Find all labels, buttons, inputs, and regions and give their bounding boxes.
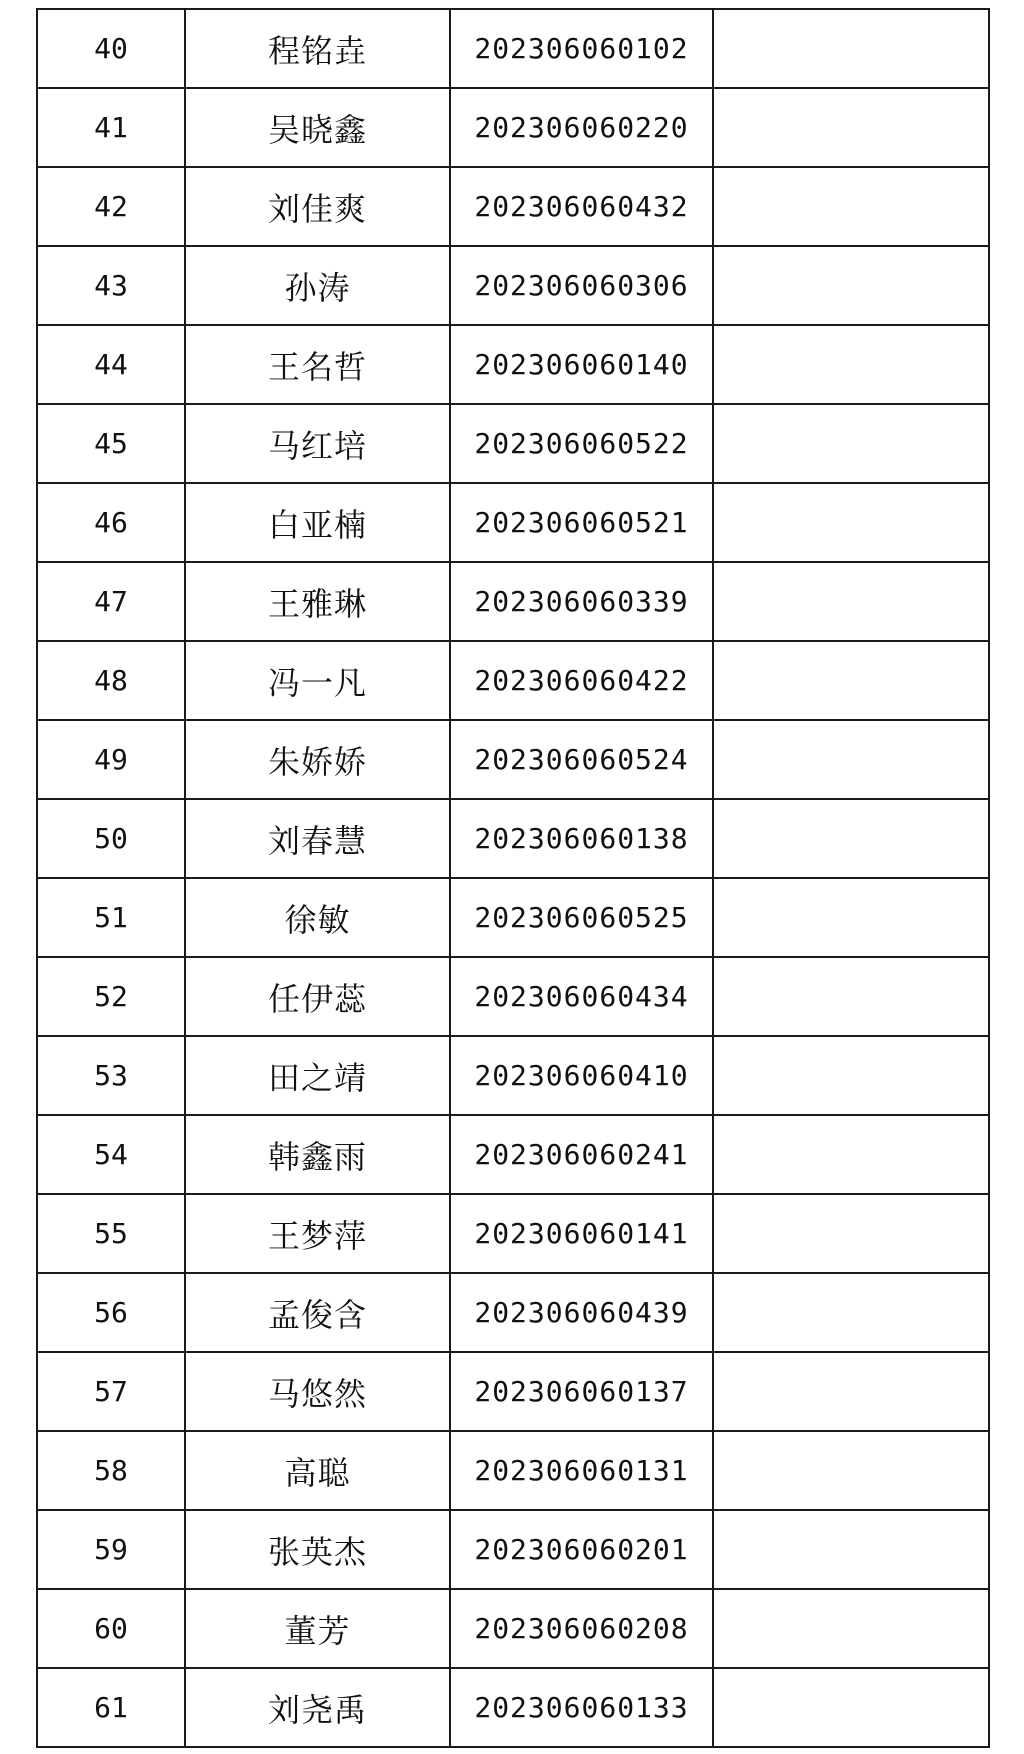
student-name: 孙涛 xyxy=(185,246,450,325)
student-name: 王雅琳 xyxy=(185,562,450,641)
table-row xyxy=(37,878,989,957)
student-name: 刘春慧 xyxy=(185,799,450,878)
roster-sheet xyxy=(36,8,988,1743)
row-number: 57 xyxy=(37,1352,185,1431)
table-row xyxy=(37,1273,989,1352)
row-number: 54 xyxy=(37,1115,185,1194)
table-row xyxy=(37,641,989,720)
row-number: 52 xyxy=(37,957,185,1036)
table-row xyxy=(37,483,989,562)
student-name: 吴晓鑫 xyxy=(185,88,450,167)
row-number: 46 xyxy=(37,483,185,562)
remarks-cell xyxy=(713,720,989,799)
student-id: 202306060201 xyxy=(450,1510,713,1589)
remarks-cell xyxy=(713,562,989,641)
table-row xyxy=(37,167,989,246)
student-id: 202306060524 xyxy=(450,720,713,799)
student-name: 孟俊含 xyxy=(185,1273,450,1352)
table-row xyxy=(37,1431,989,1510)
table-row xyxy=(37,325,989,404)
student-name: 韩鑫雨 xyxy=(185,1115,450,1194)
table-row xyxy=(37,799,989,878)
student-roster-table xyxy=(36,8,990,1748)
row-number: 48 xyxy=(37,641,185,720)
student-id: 202306060434 xyxy=(450,957,713,1036)
row-number: 53 xyxy=(37,1036,185,1115)
table-row xyxy=(37,1589,989,1668)
row-number: 44 xyxy=(37,325,185,404)
remarks-cell xyxy=(713,1510,989,1589)
student-name: 刘尧禹 xyxy=(185,1668,450,1747)
remarks-cell xyxy=(713,1431,989,1510)
table-row xyxy=(37,1115,989,1194)
row-number: 60 xyxy=(37,1589,185,1668)
student-id: 202306060241 xyxy=(450,1115,713,1194)
student-name: 徐敏 xyxy=(185,878,450,957)
student-name: 田之靖 xyxy=(185,1036,450,1115)
student-id: 202306060339 xyxy=(450,562,713,641)
remarks-cell xyxy=(713,483,989,562)
row-number: 59 xyxy=(37,1510,185,1589)
student-id: 202306060220 xyxy=(450,88,713,167)
remarks-cell xyxy=(713,641,989,720)
remarks-cell xyxy=(713,325,989,404)
remarks-cell xyxy=(713,878,989,957)
student-name: 马红培 xyxy=(185,404,450,483)
remarks-cell xyxy=(713,799,989,878)
row-number: 49 xyxy=(37,720,185,799)
table-row xyxy=(37,957,989,1036)
table-row xyxy=(37,88,989,167)
row-number: 40 xyxy=(37,9,185,88)
remarks-cell xyxy=(713,404,989,483)
student-name: 冯一凡 xyxy=(185,641,450,720)
table-row xyxy=(37,1668,989,1747)
row-number: 61 xyxy=(37,1668,185,1747)
student-id: 202306060432 xyxy=(450,167,713,246)
remarks-cell xyxy=(713,1273,989,1352)
student-name: 程铭垚 xyxy=(185,9,450,88)
student-name: 张英杰 xyxy=(185,1510,450,1589)
student-id: 202306060102 xyxy=(450,9,713,88)
table-row xyxy=(37,9,989,88)
remarks-cell xyxy=(713,1668,989,1747)
student-name: 任伊蕊 xyxy=(185,957,450,1036)
row-number: 43 xyxy=(37,246,185,325)
student-id: 202306060525 xyxy=(450,878,713,957)
table-row xyxy=(37,720,989,799)
student-id: 202306060208 xyxy=(450,1589,713,1668)
student-name: 高聪 xyxy=(185,1431,450,1510)
student-id: 202306060439 xyxy=(450,1273,713,1352)
remarks-cell xyxy=(713,9,989,88)
student-id: 202306060422 xyxy=(450,641,713,720)
row-number: 41 xyxy=(37,88,185,167)
student-name: 刘佳爽 xyxy=(185,167,450,246)
table-row xyxy=(37,1194,989,1273)
remarks-cell xyxy=(713,1589,989,1668)
student-id: 202306060133 xyxy=(450,1668,713,1747)
remarks-cell xyxy=(713,246,989,325)
student-name: 董芳 xyxy=(185,1589,450,1668)
table-row xyxy=(37,404,989,483)
row-number: 56 xyxy=(37,1273,185,1352)
student-name: 王名哲 xyxy=(185,325,450,404)
remarks-cell xyxy=(713,88,989,167)
remarks-cell xyxy=(713,167,989,246)
student-id: 202306060140 xyxy=(450,325,713,404)
table-row xyxy=(37,1036,989,1115)
student-name: 朱娇娇 xyxy=(185,720,450,799)
student-name: 白亚楠 xyxy=(185,483,450,562)
row-number: 58 xyxy=(37,1431,185,1510)
table-row xyxy=(37,562,989,641)
remarks-cell xyxy=(713,1036,989,1115)
remarks-cell xyxy=(713,1194,989,1273)
remarks-cell xyxy=(713,957,989,1036)
row-number: 51 xyxy=(37,878,185,957)
remarks-cell xyxy=(713,1352,989,1431)
student-id: 202306060137 xyxy=(450,1352,713,1431)
roster-table-body xyxy=(37,9,989,1747)
student-name: 王梦萍 xyxy=(185,1194,450,1273)
table-row xyxy=(37,246,989,325)
table-row xyxy=(37,1510,989,1589)
student-id: 202306060138 xyxy=(450,799,713,878)
student-id: 202306060141 xyxy=(450,1194,713,1273)
remarks-cell xyxy=(713,1115,989,1194)
row-number: 42 xyxy=(37,167,185,246)
student-name: 马悠然 xyxy=(185,1352,450,1431)
row-number: 45 xyxy=(37,404,185,483)
row-number: 50 xyxy=(37,799,185,878)
row-number: 55 xyxy=(37,1194,185,1273)
student-id: 202306060131 xyxy=(450,1431,713,1510)
row-number: 47 xyxy=(37,562,185,641)
student-id: 202306060306 xyxy=(450,246,713,325)
student-id: 202306060521 xyxy=(450,483,713,562)
student-id: 202306060410 xyxy=(450,1036,713,1115)
student-id: 202306060522 xyxy=(450,404,713,483)
table-row xyxy=(37,1352,989,1431)
